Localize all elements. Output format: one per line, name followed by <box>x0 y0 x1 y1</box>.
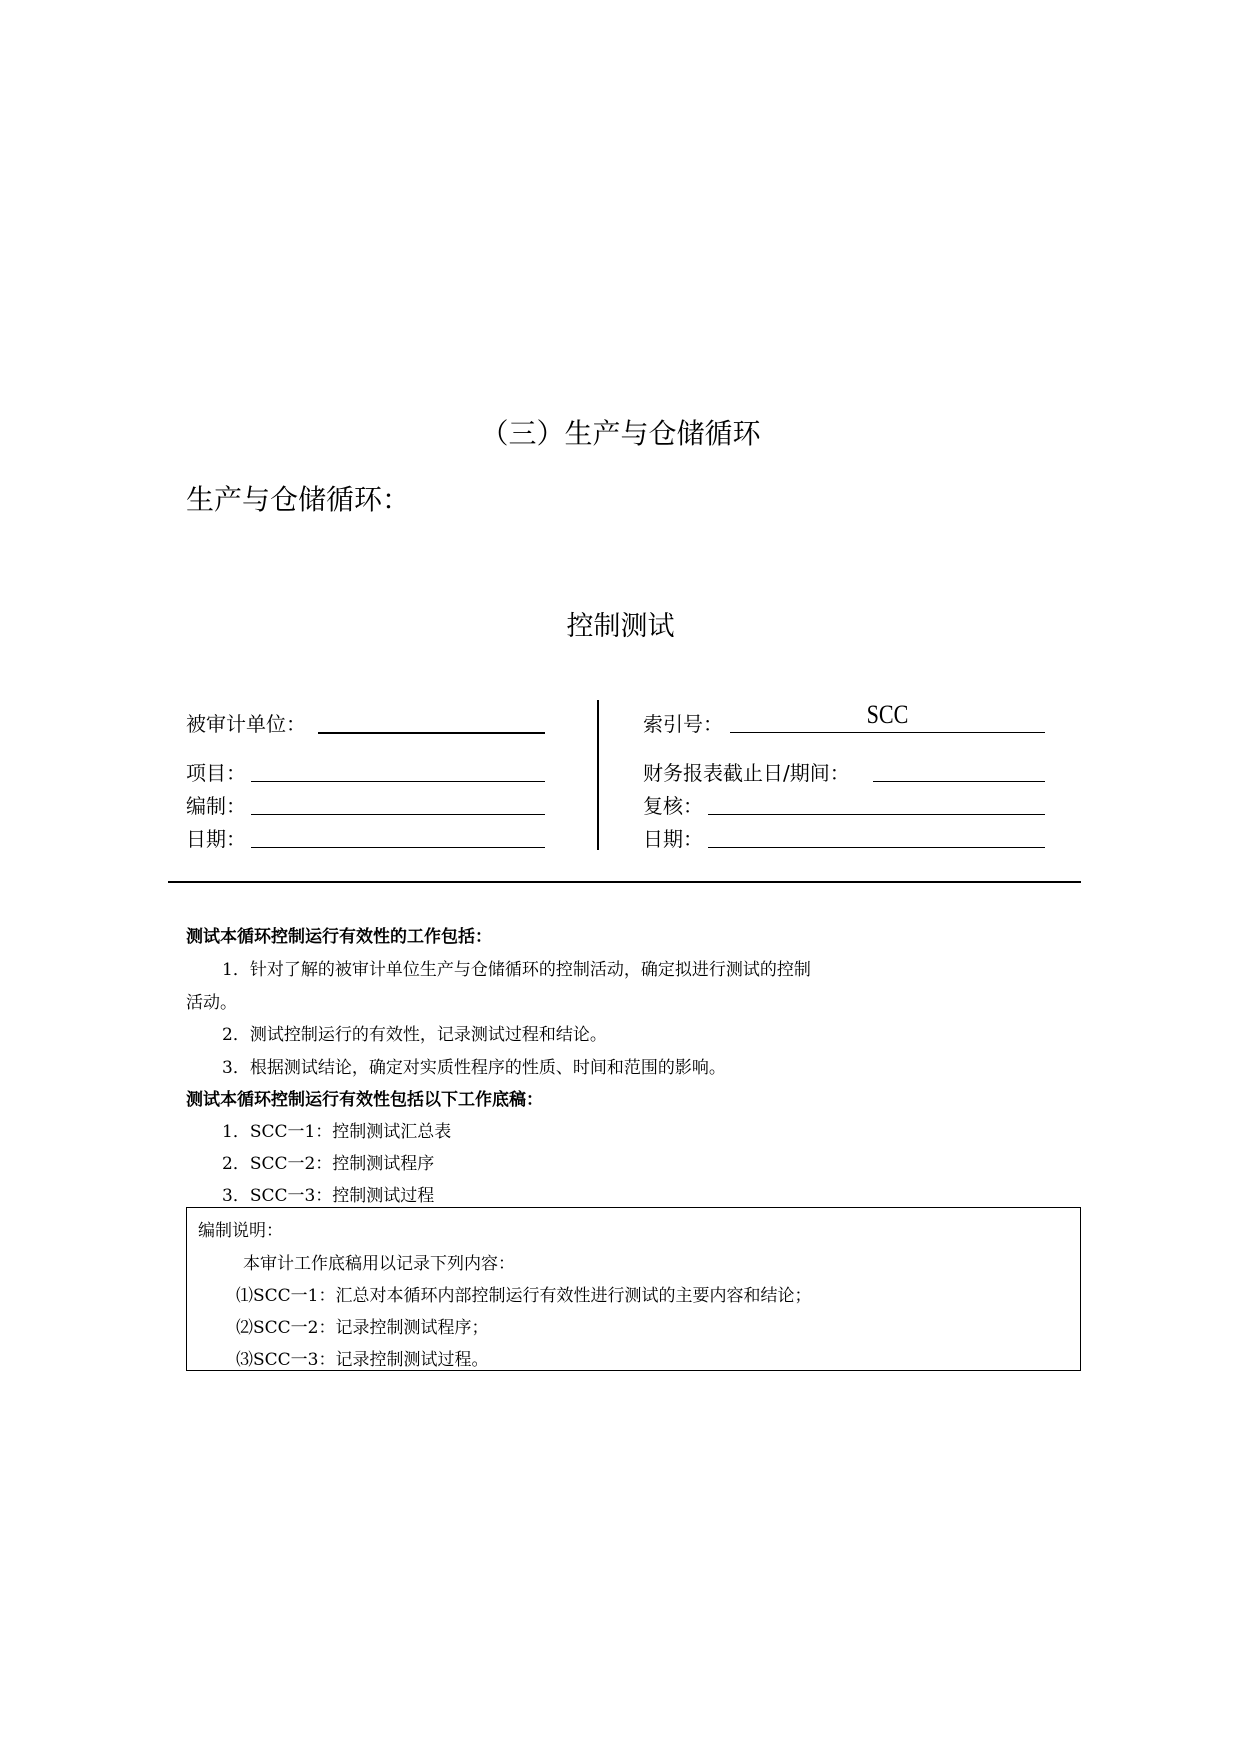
work-scope-item-1-continued: 活动。 <box>186 993 237 1013</box>
work-scope-item-1: 1．针对了解的被审计单位生产与仓储循环的控制活动，确定拟进行测试的控制 <box>222 960 811 980</box>
notes-item: ⑶SCC一3：记录控制测试过程。 <box>236 1350 489 1370</box>
main-title: （三）生产与仓储循环 <box>480 417 761 450</box>
prepared-by-field[interactable] <box>251 792 545 815</box>
period-field[interactable] <box>873 759 1045 782</box>
date-label-right: 日期： <box>643 827 703 851</box>
review-label: 复核： <box>643 794 703 818</box>
notes-title: 编制说明： <box>198 1221 283 1241</box>
date-field-left[interactable] <box>251 825 545 848</box>
working-paper-item: 3．SCC一3：控制测试过程 <box>222 1186 435 1206</box>
review-field[interactable] <box>708 792 1045 815</box>
notes-item: ⑵SCC一2：记录控制测试程序； <box>236 1318 489 1338</box>
working-papers-heading: 测试本循环控制运行有效性包括以下工作底稿： <box>186 1090 543 1110</box>
working-paper-item: 1．SCC一1：控制测试汇总表 <box>222 1122 452 1142</box>
prepared-by-label: 编制： <box>186 794 246 818</box>
work-scope-item-2: 2．测试控制运行的有效性，记录测试过程和结论。 <box>222 1025 607 1045</box>
audited-unit-label: 被审计单位： <box>186 712 306 736</box>
project-field[interactable] <box>251 759 545 782</box>
project-label: 项目： <box>186 761 246 785</box>
index-number-value: SCC <box>866 700 909 729</box>
section-subtitle: 生产与仓储循环： <box>186 483 411 516</box>
document-title: 控制测试 <box>566 611 675 642</box>
work-scope-heading: 测试本循环控制运行有效性的工作包括： <box>186 927 492 947</box>
column-divider <box>597 700 599 850</box>
notes-intro: 本审计工作底稿用以记录下列内容： <box>243 1254 515 1274</box>
notes-item: ⑴SCC一1：汇总对本循环内部控制运行有效性进行测试的主要内容和结论； <box>236 1286 812 1306</box>
working-paper-item: 2．SCC一2：控制测试程序 <box>222 1154 435 1174</box>
index-number-field[interactable] <box>730 700 1045 733</box>
header-divider <box>168 881 1081 883</box>
period-label: 财务报表截止日/期间： <box>643 761 850 785</box>
date-label-left: 日期： <box>186 827 246 851</box>
date-field-right[interactable] <box>708 825 1045 848</box>
index-number-label: 索引号： <box>643 712 723 736</box>
work-scope-item-3: 3．根据测试结论，确定对实质性程序的性质、时间和范围的影响。 <box>222 1058 726 1078</box>
audited-unit-field[interactable] <box>318 710 545 734</box>
